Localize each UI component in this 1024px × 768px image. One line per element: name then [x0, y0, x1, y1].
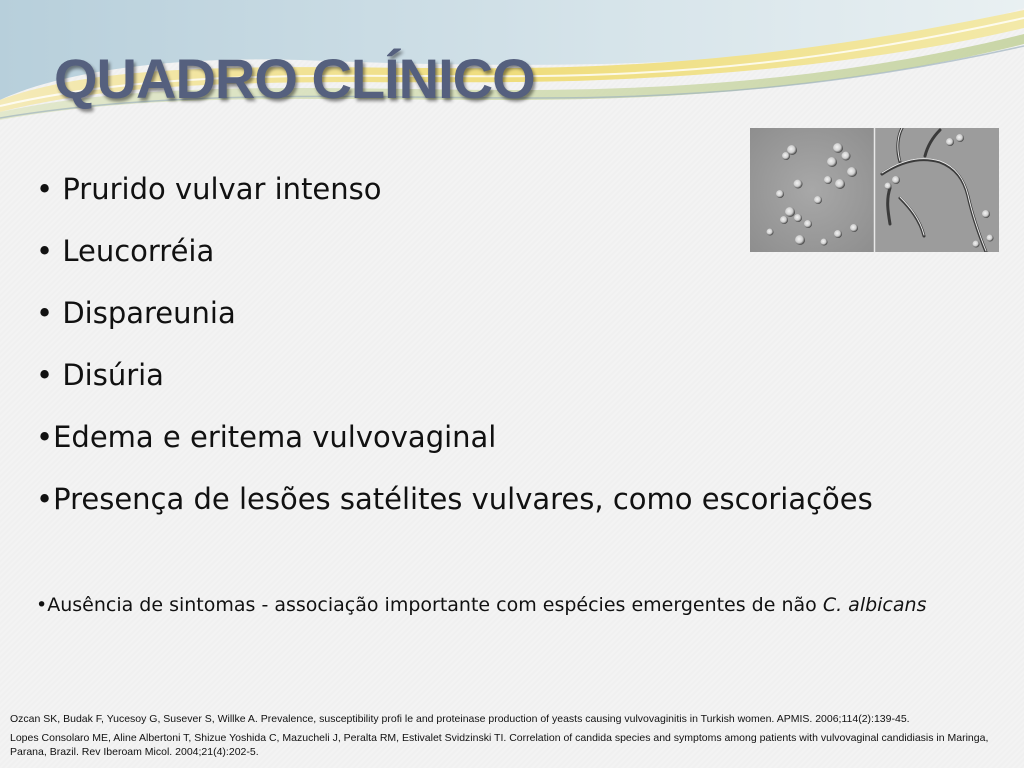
page-title: QUADRO CLÍNICO	[54, 47, 535, 110]
list-item: • Disúria	[36, 358, 164, 392]
reference-item: Ozcan SK, Budak F, Yucesoy G, Susever S, Willke A. Prevalence, susceptibility profi le and proteinase production of yeasts causing vulvovaginitis in Turkish women. APMIS. 2006;114(2):139-45.	[10, 713, 910, 725]
micrograph-image	[750, 128, 999, 252]
list-item: •Presença de lesões satélites vulvares, como escoriações	[36, 482, 873, 516]
list-item: • Prurido vulvar intenso	[36, 172, 382, 206]
note-main: •Ausência de sintomas - associação importante com espécies emergentes de não	[36, 594, 823, 616]
note-species-name: C. albicans	[822, 594, 927, 616]
reference-item: Lopes Consolaro ME, Aline Albertoni T, Shizue Yoshida C, Mazucheli J, Peralta RM, Estivalet Svidzinski TI. Correlation of candida species and symptoms among patients with vulvovaginal candidiasis in Maringa, Parana, Brazil. Rev Iberoam Micol. 2004;21(4):202-5.	[10, 732, 989, 758]
list-item: • Leucorréia	[36, 234, 215, 268]
list-item: •Edema e eritema vulvovaginal	[36, 420, 497, 454]
note-text	[36, 592, 996, 618]
references	[10, 712, 1010, 764]
list-item: • Dispareunia	[36, 296, 236, 330]
